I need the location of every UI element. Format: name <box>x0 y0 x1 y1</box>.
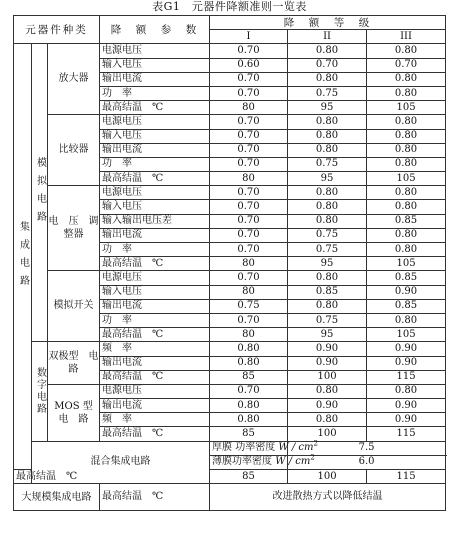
table-row <box>14 484 446 511</box>
value-cell: 0.70 <box>210 86 288 100</box>
value-cell: 0.80 <box>288 143 367 157</box>
value-cell: 7.5 <box>288 441 446 455</box>
value-cell: 0.80 <box>288 200 367 214</box>
component-voltage-regulator: 电 压 调整器 <box>48 186 100 271</box>
table-row <box>14 44 446 58</box>
param-cell: 输入电压 <box>100 200 210 214</box>
value-cell: 0.75 <box>288 313 367 327</box>
value-cell: 100 <box>288 370 367 384</box>
value-cell: 0.80 <box>210 413 288 427</box>
value-cell: 0.80 <box>210 356 288 370</box>
value-cell: 0.70 <box>367 58 446 72</box>
param-cell: 电源电压 <box>100 115 210 129</box>
param-cell: 电源电压 <box>100 186 210 200</box>
header-level-1: I <box>210 30 288 44</box>
unit-exponent: 2 <box>310 454 315 463</box>
value-cell: 0.80 <box>288 271 367 285</box>
value-cell: 85 <box>210 427 288 441</box>
param-cell: 频 率 <box>100 413 210 427</box>
group-integrated-circuit: 集成电路 <box>14 44 32 470</box>
value-cell: 0.80 <box>288 413 367 427</box>
table-caption: 表G1 元器件降额准则一览表 <box>152 0 307 13</box>
value-cell: 0.80 <box>288 186 367 200</box>
component-amplifier: 放大器 <box>48 44 100 115</box>
value-cell: 0.90 <box>288 356 367 370</box>
value-cell: 95 <box>288 101 367 115</box>
param-cell: 输出电流 <box>100 228 210 242</box>
value-cell: 0.80 <box>367 129 446 143</box>
value-cell: 0.70 <box>288 58 367 72</box>
value-cell: 80 <box>210 172 288 186</box>
param-unit: W / cm <box>275 456 311 468</box>
value-cell: 0.70 <box>210 115 288 129</box>
param-cell: 输出电流 <box>100 399 210 413</box>
param-cell: 功 率 <box>100 86 210 100</box>
param-cell: 最高结温 ℃ <box>100 427 210 441</box>
value-cell: 0.80 <box>288 299 367 313</box>
value-cell: 105 <box>367 257 446 271</box>
value-cell: 0.85 <box>367 271 446 285</box>
value-cell: 0.70 <box>210 313 288 327</box>
value-cell: 6.0 <box>288 455 446 469</box>
component-lsi: 大规模集成电路 <box>14 484 100 511</box>
value-cell: 0.80 <box>367 44 446 58</box>
header-derating-levels: 降 额 等 级 <box>210 16 446 30</box>
value-cell: 改进散热方式以降低结温 <box>210 484 446 511</box>
param-cell <box>210 454 315 469</box>
value-cell: 0.80 <box>288 72 367 86</box>
value-cell: 105 <box>367 101 446 115</box>
value-cell: 0.80 <box>367 200 446 214</box>
value-cell: 0.80 <box>288 129 367 143</box>
param-cell: 输出电流 <box>100 72 210 86</box>
table-row <box>14 384 446 398</box>
value-cell: 0.90 <box>367 399 446 413</box>
value-cell: 0.70 <box>210 384 288 398</box>
table-row <box>14 186 446 200</box>
value-cell: 0.70 <box>210 186 288 200</box>
value-cell: 80 <box>210 328 288 342</box>
param-cell: 最高结温 ℃ <box>14 470 32 484</box>
param-cell: 输出电流 <box>100 143 210 157</box>
param-cell: 输出电流 <box>100 299 210 313</box>
value-cell: 0.70 <box>210 214 288 228</box>
value-cell: 80 <box>210 101 288 115</box>
value-cell: 0.75 <box>288 157 367 171</box>
param-cell: 功 率 <box>100 313 210 327</box>
param-cell: 最高结温 ℃ <box>100 328 210 342</box>
value-cell: 0.70 <box>210 157 288 171</box>
value-cell: 0.90 <box>367 413 446 427</box>
value-cell: 0.70 <box>210 44 288 58</box>
param-cell: 电源电压 <box>100 44 210 58</box>
value-cell: 0.70 <box>210 243 288 257</box>
component-bipolar-circuit: 双极型 电 路 <box>48 342 100 385</box>
value-cell: 0.80 <box>367 186 446 200</box>
value-cell: 105 <box>367 328 446 342</box>
value-cell: 0.90 <box>288 399 367 413</box>
param-cell: 频 率 <box>100 342 210 356</box>
param-label: 薄膜功率密度 <box>212 456 273 468</box>
value-cell: 0.80 <box>367 115 446 129</box>
group-analog-circuit: 模拟电路 <box>32 44 48 342</box>
value-cell: 0.75 <box>288 243 367 257</box>
value-cell: 0.80 <box>288 214 367 228</box>
param-cell: 输入输出电压差 <box>100 214 210 228</box>
value-cell: 0.80 <box>367 157 446 171</box>
param-label: 厚膜 功率密度 <box>212 442 276 454</box>
value-cell: 0.75 <box>210 299 288 313</box>
value-cell: 0.80 <box>367 143 446 157</box>
table-row <box>14 441 446 455</box>
derating-table <box>13 15 446 511</box>
value-cell: 0.80 <box>210 399 288 413</box>
value-cell: 0.85 <box>367 299 446 313</box>
param-cell: 最高结温 ℃ <box>100 370 210 384</box>
table-row <box>14 115 446 129</box>
param-cell: 最高结温 ℃ <box>100 257 210 271</box>
unit-exponent: 2 <box>313 439 318 448</box>
value-cell: 0.80 <box>367 384 446 398</box>
param-cell: 最高结温 ℃ <box>100 484 210 511</box>
component-comparator: 比较器 <box>48 115 100 186</box>
value-cell: 0.90 <box>367 342 446 356</box>
value-cell: 85 <box>210 470 288 484</box>
value-cell: 0.80 <box>288 44 367 58</box>
value-cell: 0.70 <box>210 129 288 143</box>
param-cell: 最高结温 ℃ <box>100 172 210 186</box>
value-cell: 115 <box>367 370 446 384</box>
value-cell: 0.75 <box>288 228 367 242</box>
table-row <box>14 342 446 356</box>
value-cell: 0.70 <box>210 143 288 157</box>
component-analog-switch: 模拟开关 <box>48 271 100 342</box>
value-cell: 0.80 <box>288 115 367 129</box>
param-cell: 输入电压 <box>100 58 210 72</box>
value-cell: 0.80 <box>367 243 446 257</box>
header-level-2: II <box>288 30 367 44</box>
value-cell: 95 <box>288 257 367 271</box>
component-mos-circuit: MOS 型 电 路 <box>48 384 100 441</box>
value-cell: 95 <box>288 172 367 186</box>
value-cell: 0.80 <box>367 228 446 242</box>
value-cell: 0.80 <box>367 86 446 100</box>
value-cell: 0.70 <box>210 200 288 214</box>
value-cell: 80 <box>210 257 288 271</box>
header-row-1 <box>14 16 446 30</box>
value-cell: 100 <box>288 427 367 441</box>
param-cell <box>210 439 318 455</box>
group-digital-circuit: 数字电路 <box>32 342 48 441</box>
value-cell: 0.70 <box>210 228 288 242</box>
value-cell: 0.70 <box>210 72 288 86</box>
value-cell: 0.60 <box>210 58 288 72</box>
value-cell: 115 <box>367 427 446 441</box>
param-cell: 电源电压 <box>100 271 210 285</box>
value-cell: 85 <box>210 370 288 384</box>
param-cell: 电源电压 <box>100 384 210 398</box>
param-cell: 输入电压 <box>100 285 210 299</box>
table-row <box>14 271 446 285</box>
param-cell: 功 率 <box>100 243 210 257</box>
value-cell: 0.75 <box>288 86 367 100</box>
header-component-type: 元器件种类 <box>14 16 100 44</box>
value-cell: 0.70 <box>210 271 288 285</box>
header-derating-params: 降 额 参 数 <box>100 16 210 44</box>
value-cell: 80 <box>210 285 288 299</box>
value-cell: 0.90 <box>288 342 367 356</box>
param-cell: 输出电流 <box>100 356 210 370</box>
value-cell: 95 <box>288 328 367 342</box>
value-cell: 0.80 <box>210 342 288 356</box>
param-cell: 功 率 <box>100 157 210 171</box>
param-unit: W / cm <box>278 442 314 454</box>
value-cell: 0.85 <box>367 214 446 228</box>
component-hybrid-ic: 混合集成电路 <box>32 441 210 484</box>
value-cell: 105 <box>367 172 446 186</box>
value-cell: 0.80 <box>288 384 367 398</box>
value-cell: 100 <box>288 470 367 484</box>
param-cell: 最高结温 ℃ <box>100 101 210 115</box>
value-cell: 0.90 <box>367 285 446 299</box>
value-cell: 0.80 <box>367 313 446 327</box>
param-cell: 输入电压 <box>100 129 210 143</box>
header-level-3: III <box>367 30 446 44</box>
value-cell: 0.90 <box>367 356 446 370</box>
value-cell: 115 <box>367 470 446 484</box>
value-cell: 0.85 <box>288 285 367 299</box>
value-cell: 0.80 <box>367 72 446 86</box>
